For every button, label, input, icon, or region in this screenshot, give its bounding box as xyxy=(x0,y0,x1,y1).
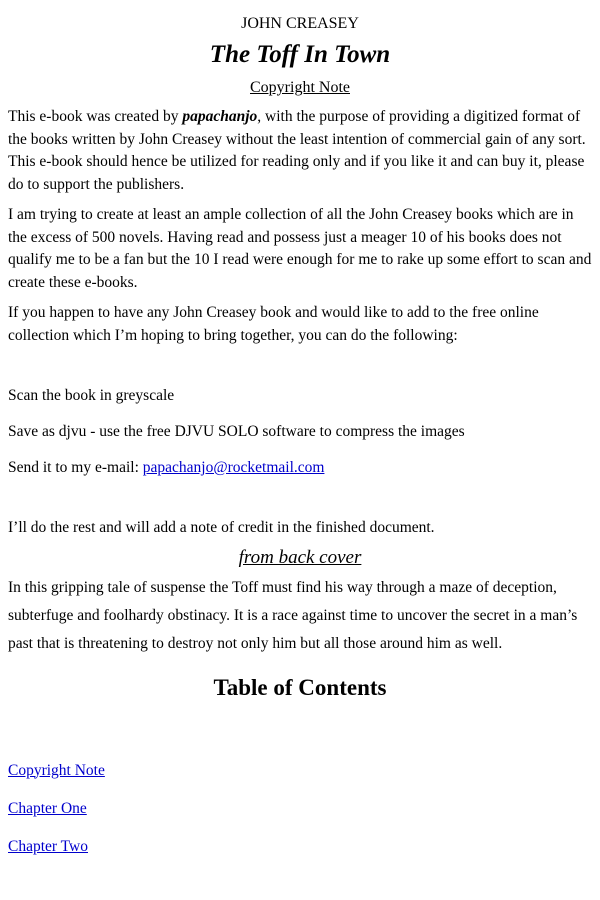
spacer xyxy=(8,479,592,509)
step-send xyxy=(8,457,592,479)
step-send-label: Send it to my e-mail: xyxy=(8,459,143,476)
toc-item xyxy=(8,836,592,858)
intro-p1-after: , with the purpose of providing a digitized format of the books written by John Creasey without the least intention of commercial gain of any sort. This e-book should hence be utilized for reading only and if you like it and can buy it, please do to support the publishers. xyxy=(8,108,586,193)
intro-paragraph-2: I am trying to create at least an ample collection of all the John Creasey books which are in the excess of 500 novels. Having read and possess just a meager 10 of his books does not qualify me to be a fan but the 10 I read were enough for me to rake up some effort to scan and create these e-books. xyxy=(8,206,592,291)
author-name: JOHN CREASEY xyxy=(241,15,359,32)
intro-paragraph-3: If you happen to have any John Creasey book and would like to add to the free online collection which I’m hoping to bring together, you can do the following: xyxy=(8,304,539,344)
book-title: The Toff In Town xyxy=(209,41,391,68)
spacer xyxy=(8,347,592,385)
toc-link-copyright-note[interactable]: Copyright Note xyxy=(8,761,105,779)
email-link[interactable]: papachanjo@rocketmail.com xyxy=(142,459,325,476)
toc-link-chapter-one[interactable]: Chapter One xyxy=(8,799,87,817)
toc-item xyxy=(8,760,592,782)
step-scan: Scan the book in greyscale xyxy=(8,387,175,404)
back-cover-heading-text: from back cover xyxy=(238,546,362,568)
creator-name: papachanjo xyxy=(182,108,258,125)
intro-paragraph-1 xyxy=(8,106,592,196)
intro-p1-before: This e-book was created by xyxy=(8,108,183,125)
toc-list xyxy=(8,760,592,858)
step-save: Save as djvu - use the free DJVU SOLO software to compress the images xyxy=(8,423,465,440)
copyright-note-heading-text: Copyright Note xyxy=(250,79,350,96)
toc-link-chapter-two[interactable]: Chapter Two xyxy=(8,837,88,855)
toc-title: Table of Contents xyxy=(213,674,387,700)
steps-list xyxy=(8,385,592,479)
closing-paragraph: I’ll do the rest and will add a note of credit in the finished document. xyxy=(8,519,435,536)
back-cover-heading xyxy=(8,546,592,570)
copyright-note-heading xyxy=(8,78,592,98)
back-cover-text: In this gripping tale of suspense the Toff must find his way through a maze of deception, subterfuge and foolhardy obstinacy. It is a race against time to uncover the secret in a man’s past that is threatening to destroy not only him but all those around him as well. xyxy=(8,578,578,652)
toc-item xyxy=(8,798,592,820)
